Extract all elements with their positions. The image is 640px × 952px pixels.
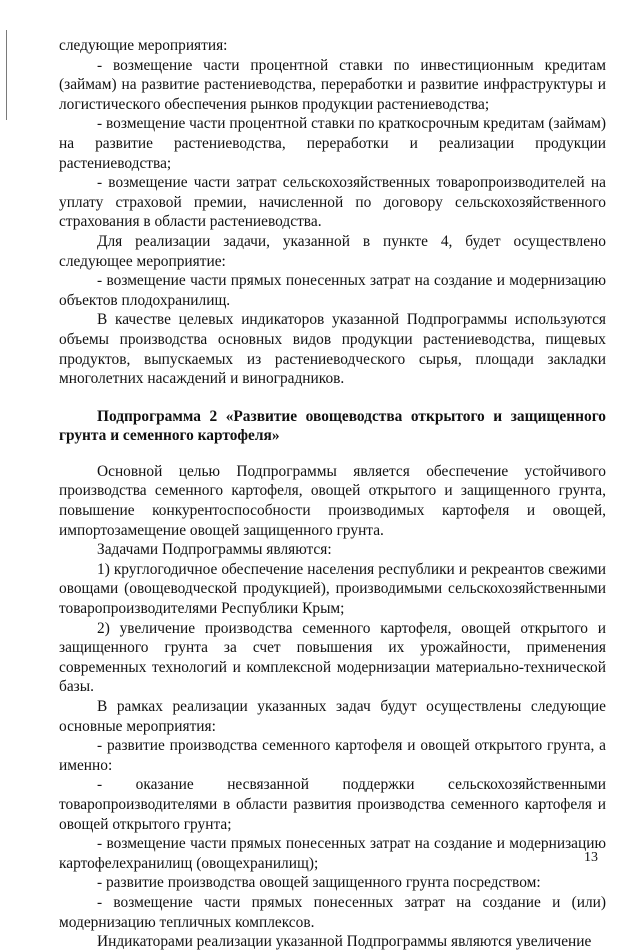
paragraph: - возмещение части прямых понесенных затрат на создание и модернизацию объектов плодохранилищ. [59, 272, 606, 309]
paragraph: следующие мероприятия: [59, 37, 228, 54]
paragraph: В рамках реализации указанных задач будут осуществлены следующие основные мероприятия: [59, 698, 606, 735]
list-item: - развитие производства семенного картофеля и овощей открытого грунта, а именно: [59, 737, 606, 774]
list-item: - развитие производства овощей защищенного грунта посредством: [97, 874, 541, 892]
section-heading: Подпрограмма 2 «Развитие овощеводства открытого и защищенного грунта и семенного картофеля» [59, 407, 606, 445]
numbered-item: 1) круглогодичное обеспечение населения республики и рекреантов свежими овощами (овощеводческой продукцией), производимыми сельскохозяйственными товаропроизводителями Республики Крым; [59, 560, 606, 618]
paragraph: В качестве целевых индикаторов указанной Подпрограммы используются объемы производства основных видов продукции растениеводства, пищевых продуктов, выпускаемых из растениеводческого сырья, площади закладки многолетних насаждений и виноградников. [59, 311, 606, 388]
paragraph: - возмещение части процентной ставки по инвестиционным кредитам (займам) на развитие растениеводства, переработки и развитие инфраструктуры и логистического обеспечения рынков продукции растениеводства; [59, 56, 606, 113]
paragraph: Индикаторами реализации указанной Подпрограммы являются увеличение [97, 933, 592, 951]
numbered-item: 2) увеличение производства семенного картофеля, овощей открытого и защищенного грунта за счет повышения их урожайности, применения современных технологий и комплексной модернизации материально-технической базы. [59, 619, 606, 696]
scan-edge-line [6, 30, 7, 120]
paragraph: - возмещение части процентной ставки по краткосрочным кредитам (займам) на развитие растениеводства, переработки и реализации продукции растениеводства; [59, 115, 606, 172]
paragraph: - возмещение части затрат сельскохозяйственных товаропроизводителей на уплату страховой премии, начисленной по договору сельскохозяйственного страхования в области растениеводства. [59, 174, 606, 231]
paragraph: Основной целью Подпрограммы является обеспечение устойчивого производства семенного картофеля, овощей открытого и защищенного грунта, повышение конкурентоспособности производимых картофеля и овощей, импортозамещение овощей защищенного грунта. [59, 462, 606, 539]
document-body [59, 36, 606, 952]
list-item: - возмещение части прямых понесенных затрат на создание и (или) модернизацию тепличных комплексов. [59, 893, 606, 931]
page-number: 13 [584, 850, 598, 865]
list-item: - возмещение части прямых понесенных затрат на создание и модернизацию картофелехранилищ (овощехранилищ); [59, 835, 606, 872]
paragraph: Для реализации задачи, указанной в пункте 4, будет осуществлено следующее мероприятие: [59, 232, 606, 270]
list-item: - оказание несвязанной поддержки сельскохозяйственными товаропроизводителями в области развития производства семенного картофеля и овощей открытого грунта; [59, 776, 606, 833]
paragraph: Задачами Подпрограммы являются: [97, 541, 332, 559]
